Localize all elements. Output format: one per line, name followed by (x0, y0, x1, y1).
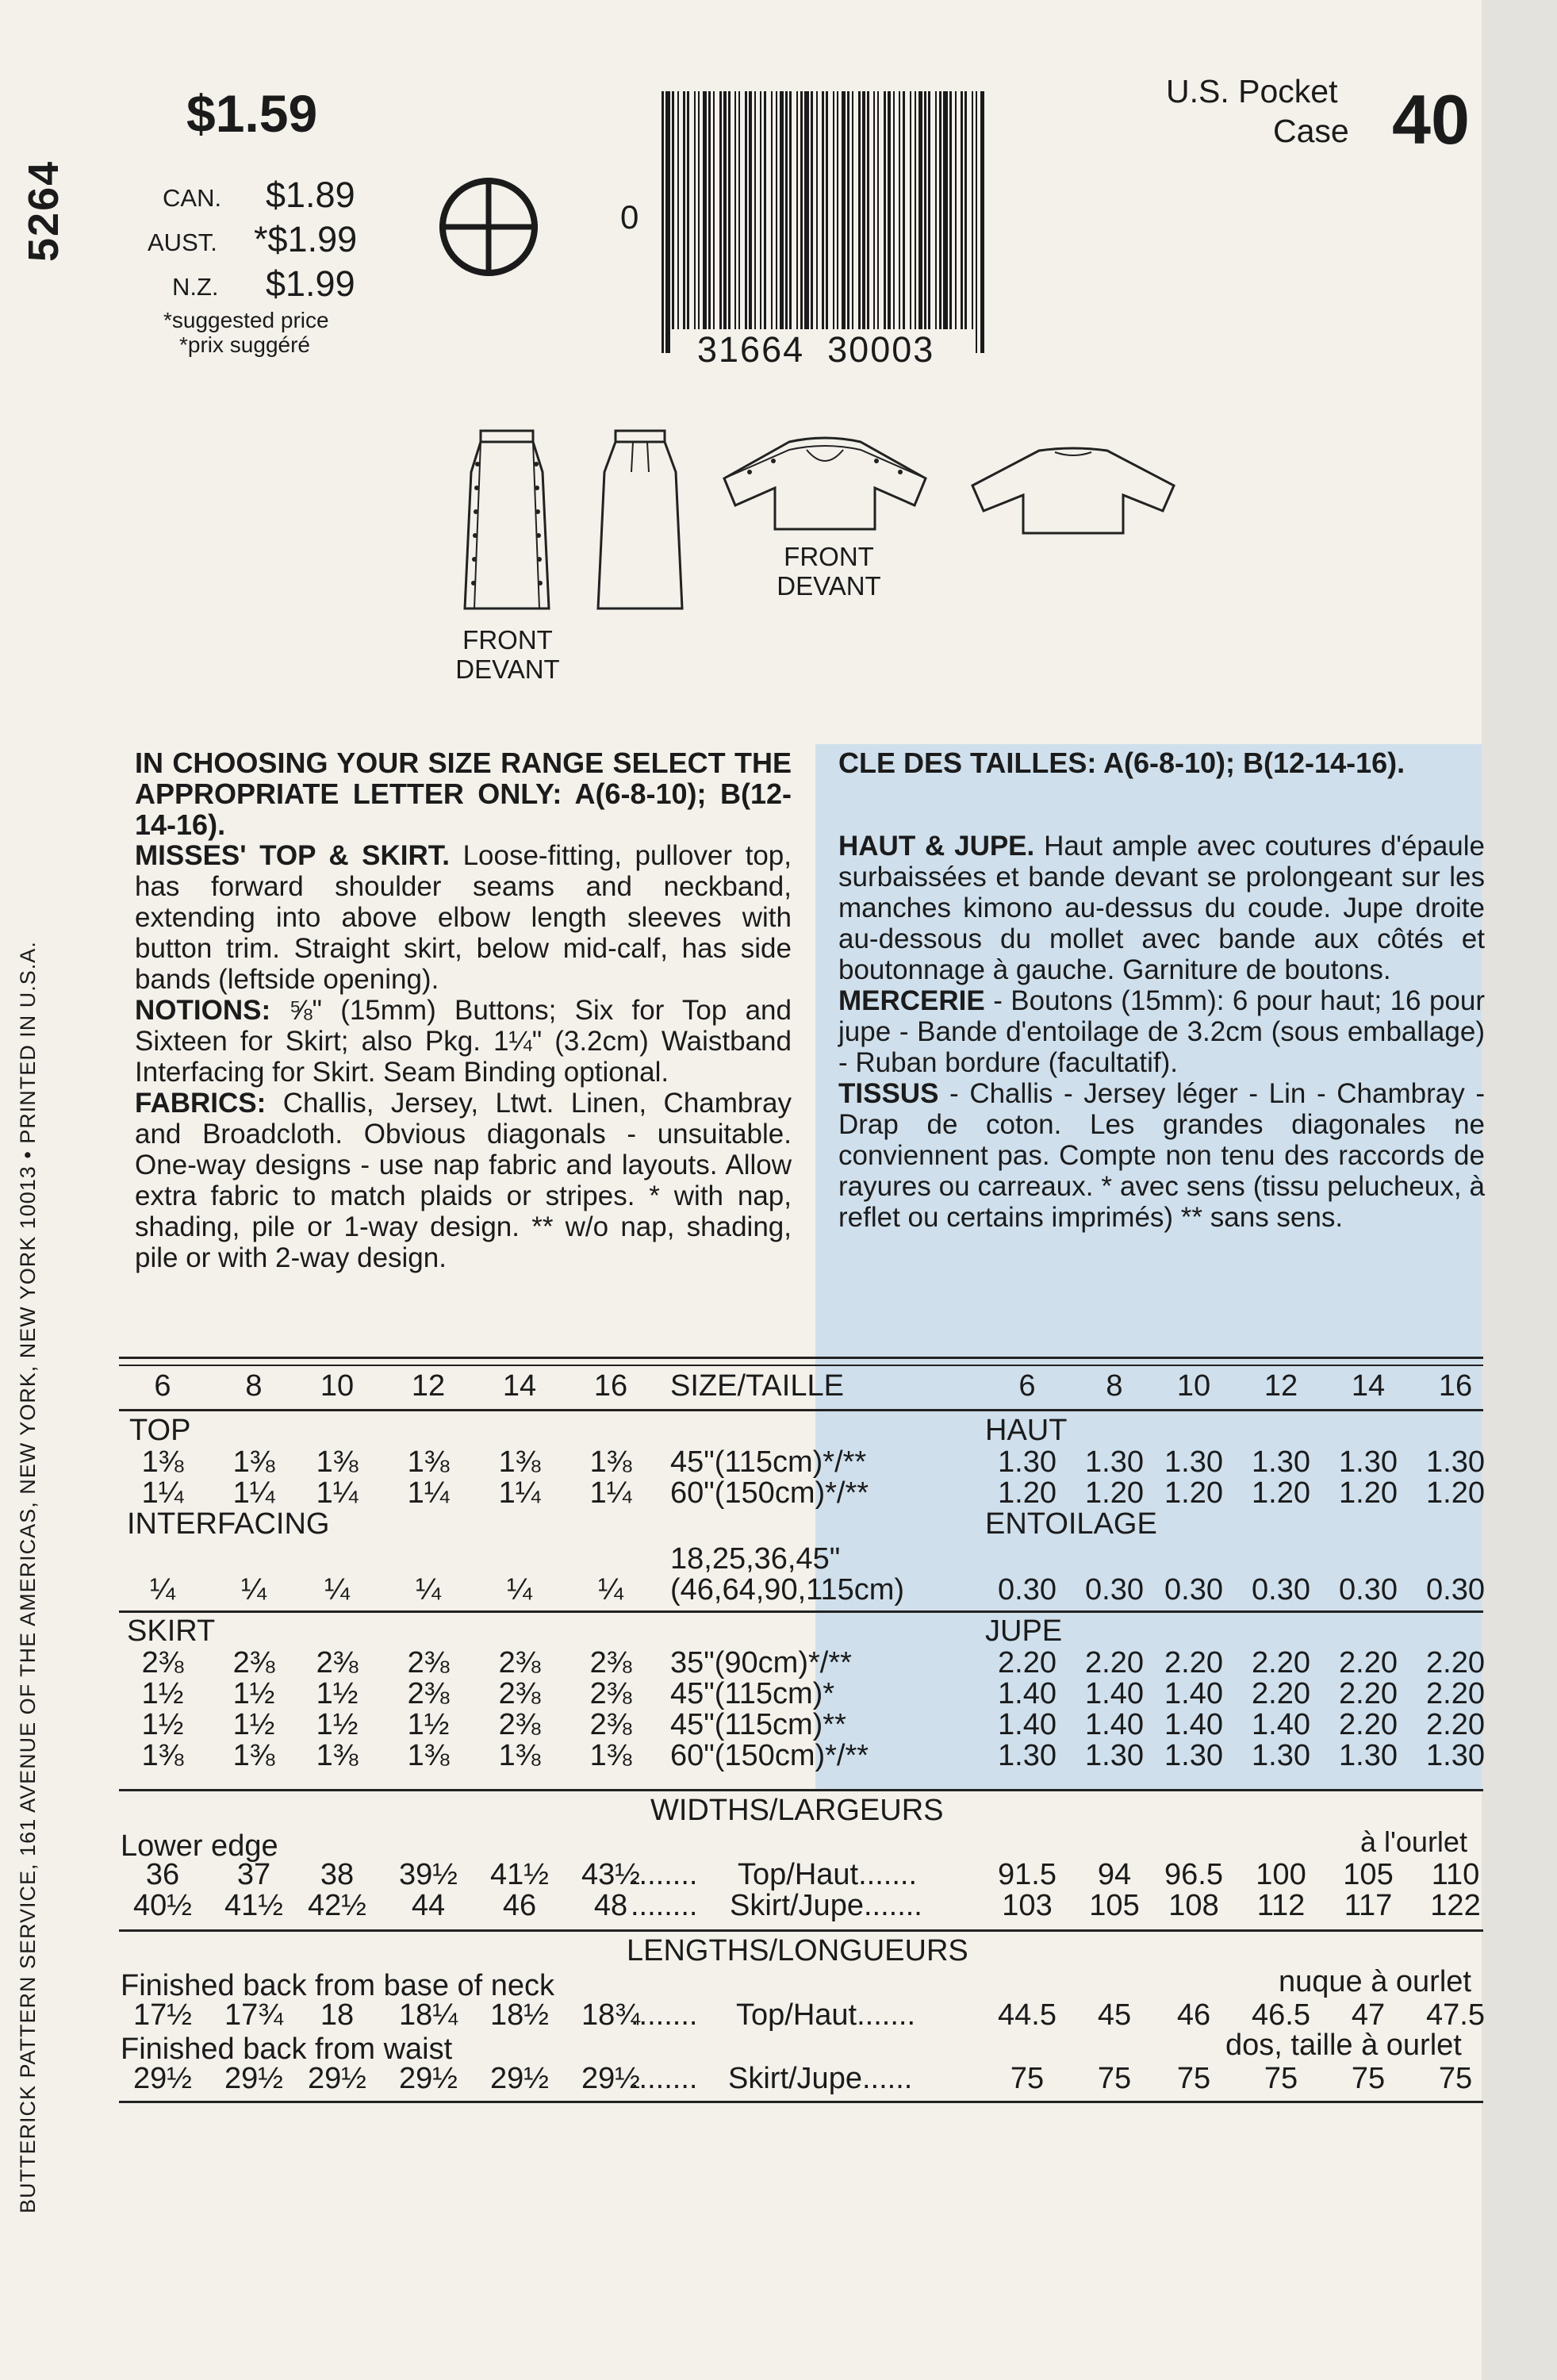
metric-cell: 1.30 (1252, 1739, 1310, 1772)
registration-mark-icon (436, 175, 541, 279)
us-cell: 41½ (224, 1889, 283, 1922)
row-label: Skirt/Jupe...... (728, 2062, 913, 2095)
us-cell: 1¼ (232, 1476, 275, 1510)
skirt-front-drawing (460, 424, 555, 615)
english-fabrics (135, 1088, 792, 1273)
price-aust-label: AUST. (148, 228, 217, 256)
barcode-bar (789, 91, 792, 329)
barcode-bar (955, 91, 957, 329)
barcode-bar (822, 91, 824, 353)
widths-rule (119, 1789, 1483, 1791)
section-label-skirt: SKIRT (127, 1614, 216, 1648)
metric-cell: 1.20 (1339, 1476, 1398, 1510)
barcode-bar (949, 91, 952, 329)
barcode-bar (867, 91, 869, 329)
metric-cell: 2.20 (1339, 1708, 1398, 1741)
barcode-bar (734, 91, 736, 329)
skirt-back-drawing (593, 424, 688, 615)
metric-cell: 1.30 (1085, 1739, 1144, 1772)
price-note-en: *suggested price (163, 308, 329, 332)
metric-cell: 1.30 (1339, 1445, 1398, 1479)
english-notions-title: NOTIONS: (135, 995, 271, 1026)
english-instructions (135, 747, 792, 1273)
barcode-bar (976, 91, 977, 353)
us-cell: 2⅜ (407, 1646, 450, 1679)
us-cell: 18½ (490, 1998, 549, 2032)
us-cell: 42½ (308, 1889, 366, 1922)
widths-en-caption: Lower edge (121, 1829, 278, 1863)
section-label-haut: HAUT (985, 1414, 1068, 1447)
barcode-bar (928, 91, 930, 329)
metric-cell: 103 (1002, 1889, 1053, 1922)
us-cell: 1½ (141, 1677, 184, 1710)
barcode-bar (910, 91, 911, 329)
metric-cell: 94 (1097, 1858, 1132, 1891)
us-cell: 1⅜ (316, 1739, 359, 1772)
price-can-value: $1.89 (266, 175, 355, 215)
table-header-rule (119, 1365, 1483, 1366)
metric-cell: 122 (1430, 1889, 1481, 1922)
us-cell: 1⅜ (589, 1739, 632, 1772)
english-intro: IN CHOOSING YOUR SIZE RANGE SELECT THE APPROPRIATE LETTER ONLY: A(6-8-10); B(12-14-16). (135, 747, 792, 841)
row-label: Skirt/Jupe....... (730, 1889, 922, 1922)
barcode-bar (924, 91, 926, 329)
metric-cell: 112 (1256, 1889, 1306, 1922)
metric-cell: 105 (1343, 1858, 1394, 1891)
us-size-12: 12 (411, 1369, 446, 1403)
lengths-rule (119, 1929, 1483, 1932)
us-size-14: 14 (502, 1369, 537, 1403)
top-back-drawing (966, 444, 1180, 539)
price-note-fr: *prix suggéré (179, 332, 310, 357)
us-cell: 1⅜ (498, 1445, 541, 1479)
us-cell: 1⅜ (141, 1445, 184, 1479)
barcode-bar (903, 91, 905, 329)
price-aust-value: *$1.99 (254, 219, 358, 259)
us-cell: 1¼ (589, 1476, 632, 1510)
metric-cell: 47.5 (1426, 1998, 1485, 2032)
barcode-bar (935, 91, 937, 329)
section-label-entoilage: ENTOILAGE (985, 1507, 1157, 1541)
barcode-bar (723, 91, 727, 329)
publisher-line: BUTTERICK PATTERN SERVICE, 161 AVENUE OF THE AMERICAS, NEW YORK, NEW YORK 10013 • PRINTED IN U.S.A. (16, 941, 40, 2213)
us-cell: 1½ (232, 1708, 275, 1741)
metric-cell: 1.20 (1164, 1476, 1223, 1510)
top-view-label (761, 542, 896, 601)
metric-cell: 1.30 (1252, 1445, 1310, 1479)
us-cell: 1⅜ (589, 1445, 632, 1479)
metric-cell: 44.5 (998, 1998, 1057, 2032)
us-cell: 1⅜ (232, 1445, 275, 1479)
us-cell: ¼ (507, 1573, 532, 1606)
metric-cell: 2.20 (998, 1646, 1057, 1679)
english-description (135, 840, 792, 995)
table-bottom-rule (119, 2101, 1483, 2103)
barcode-bar (980, 91, 984, 353)
barcode-bar (852, 91, 853, 329)
barcode-bar (698, 91, 700, 329)
us-cell: 1½ (316, 1708, 359, 1741)
barcode-bar (708, 91, 711, 329)
metric-cell: 91.5 (998, 1858, 1057, 1891)
barcode-bar (703, 91, 707, 329)
barcode-bar (796, 91, 798, 329)
leader-dots: ........ (631, 2062, 698, 2095)
us-cell: 2⅜ (498, 1677, 541, 1710)
lengths-top-fr-caption: nuque à ourlet (1279, 1965, 1471, 1998)
us-cell: 44 (411, 1889, 446, 1922)
top-label-front: FRONT (784, 542, 874, 571)
us-cell: 1⅜ (407, 1739, 450, 1772)
us-cell: 1⅜ (407, 1445, 450, 1479)
us-cell: 1¼ (407, 1476, 450, 1510)
metric-cell: 75 (1176, 2062, 1211, 2095)
us-cell: 29½ (399, 2062, 458, 2095)
fabric-width: 45"(115cm)* (670, 1677, 835, 1710)
metric-cell: 1.30 (1426, 1739, 1485, 1772)
case-label-line1: U.S. Pocket (1166, 73, 1338, 109)
french-fabrics (838, 1078, 1485, 1233)
us-cell: 18¾ (581, 1998, 640, 2032)
us-cell: 29½ (224, 2062, 283, 2095)
fabric-width: 45"(115cm)** (670, 1708, 846, 1741)
metric-cell: 1.40 (1085, 1708, 1144, 1741)
us-cell: 1⅜ (141, 1739, 184, 1772)
barcode-bar (899, 91, 900, 329)
us-cell: 1⅜ (498, 1739, 541, 1772)
barcode-bar (760, 91, 761, 329)
skirt-rule (119, 1610, 1483, 1613)
fabric-width: (46,64,90,115cm) (670, 1573, 905, 1606)
us-cell: 1¼ (498, 1476, 541, 1510)
barcode-bar (918, 91, 922, 329)
us-cell: 38 (320, 1858, 355, 1891)
price-us: $1.59 (186, 84, 318, 143)
us-cell: 1½ (232, 1677, 275, 1710)
barcode-bar (833, 91, 834, 329)
barcode-bar (780, 91, 784, 329)
metric-cell: 75 (1010, 2062, 1045, 2095)
metric-cell: 0.30 (1339, 1573, 1398, 1606)
metric-cell: 1.30 (998, 1445, 1057, 1479)
metric-cell: 0.30 (998, 1573, 1057, 1606)
fabric-width: 60"(150cm)*/** (670, 1476, 869, 1510)
metric-cell: 1.40 (1164, 1708, 1223, 1741)
barcode-bar (719, 91, 722, 329)
widths-title: WIDTHS/LARGEURS (650, 1794, 944, 1827)
french-notions-text: - Boutons (15mm): 6 pour haut; 16 pour jupe - Bande d'entoilage de 3.2cm (sous emballage) - Ruban bordure (facultatif). (838, 985, 1485, 1078)
metric-cell: 1.40 (1252, 1708, 1310, 1741)
us-cell: 46 (502, 1889, 537, 1922)
barcode-bar (745, 91, 747, 329)
english-description-text: Loose-fitting, pullover top, has forward shoulder seams and neckband, extending into above elbow length sleeves with button trim. Straight skirt, below mid-calf, has side bands (leftside opening). (135, 840, 792, 995)
widths-fr-caption: à l'ourlet (1360, 1825, 1467, 1858)
skirt-label-front: FRONT (462, 625, 553, 654)
us-cell: 36 (145, 1858, 180, 1891)
metric-cell: 2.20 (1426, 1646, 1485, 1679)
french-notions-title: MERCERIE (838, 985, 985, 1016)
metric-cell: 1.30 (998, 1739, 1057, 1772)
barcode (658, 91, 991, 353)
us-size-6: 6 (154, 1369, 171, 1403)
metric-cell: 2.20 (1339, 1677, 1398, 1710)
us-cell: 48 (593, 1889, 628, 1922)
us-cell: 1⅜ (316, 1445, 359, 1479)
metric-cell: 46 (1176, 1998, 1211, 2032)
us-cell: 17½ (133, 1998, 192, 2032)
metric-cell: 0.30 (1085, 1573, 1144, 1606)
metric-size-8: 8 (1106, 1369, 1123, 1403)
case-number: 40 (1392, 80, 1470, 159)
pattern-number: 5264 (20, 159, 67, 262)
metric-size-14: 14 (1351, 1369, 1386, 1403)
french-instructions (838, 747, 1485, 1233)
us-cell: 1¼ (141, 1476, 184, 1510)
us-cell: 39½ (399, 1858, 458, 1891)
english-notions-text: ⅝" (15mm) Buttons; Six for Top and Sixteen for Skirt; also Pkg. 1¼" (3.2cm) Waistband Interfacing for Skirt. Seam Binding optional. (135, 995, 792, 1088)
barcode-bar (776, 91, 777, 329)
metric-cell: 45 (1097, 1998, 1132, 2032)
us-cell: 2⅜ (232, 1646, 275, 1679)
french-notions (838, 985, 1485, 1078)
us-cell: 43½ (581, 1858, 640, 1891)
barcode-bar (771, 91, 773, 329)
metric-size-16: 16 (1438, 1369, 1473, 1403)
us-cell: 18¼ (399, 1998, 458, 2032)
price-list (143, 175, 373, 357)
skirt-label-devant: DEVANT (455, 654, 560, 684)
barcode-bar (764, 91, 766, 329)
metric-cell: 1.30 (1085, 1445, 1144, 1479)
french-fabrics-title: TISSUS (838, 1078, 939, 1109)
metric-cell: 1.40 (1085, 1677, 1144, 1710)
metric-cell: 0.30 (1426, 1573, 1485, 1606)
barcode-bar (816, 91, 818, 353)
metric-cell: 1.30 (1164, 1739, 1223, 1772)
metric-cell: 75 (1264, 2062, 1298, 2095)
barcode-bar (662, 91, 664, 353)
barcode-bar (749, 91, 752, 329)
us-cell: 1⅜ (232, 1739, 275, 1772)
metric-cell: 1.30 (1426, 1445, 1485, 1479)
metric-cell: 108 (1168, 1889, 1219, 1922)
leader-dots: ........ (631, 1858, 698, 1891)
metric-cell: 117 (1344, 1889, 1393, 1922)
metric-cell: 1.20 (1085, 1476, 1144, 1510)
metric-cell: 1.40 (1164, 1677, 1223, 1710)
barcode-bar (754, 91, 756, 329)
metric-cell: 2.20 (1252, 1677, 1310, 1710)
us-cell: 17¾ (224, 1998, 283, 2032)
barcode-bar (939, 91, 941, 329)
metric-cell: 2.20 (1339, 1646, 1398, 1679)
barcode-bar (713, 91, 715, 329)
us-cell: 40½ (133, 1889, 192, 1922)
barcode-bar (862, 91, 865, 329)
top-front-drawing (718, 432, 932, 536)
barcode-bar (964, 91, 967, 329)
us-cell: ¼ (150, 1573, 175, 1606)
us-cell: 29½ (308, 2062, 366, 2095)
english-description-title: MISSES' TOP & SKIRT. (135, 840, 451, 871)
us-cell: 1½ (407, 1708, 450, 1741)
us-cell: 2⅜ (141, 1646, 184, 1679)
price-can-label: CAN. (163, 184, 222, 212)
barcode-bar (972, 91, 973, 329)
barcode-bar (858, 91, 861, 329)
metric-cell: 1.20 (1426, 1476, 1485, 1510)
case-label-line2: Case (1273, 113, 1349, 149)
metric-cell: 1.30 (1339, 1739, 1398, 1772)
us-cell: 18 (320, 1998, 355, 2032)
metric-cell: 1.20 (1252, 1476, 1310, 1510)
barcode-bar (665, 91, 670, 353)
section-label-jupe: JUPE (985, 1614, 1063, 1648)
barcode-bar (847, 91, 849, 329)
row-label: Top/Haut....... (736, 1998, 915, 2032)
us-cell: ¼ (241, 1573, 267, 1606)
top-label-devant: DEVANT (777, 571, 881, 601)
barcode-bar (877, 91, 879, 329)
lengths-skirt-fr-caption: dos, taille à ourlet (1225, 2029, 1462, 2062)
price-nz-value: $1.99 (266, 263, 355, 304)
metric-size-6: 6 (1018, 1369, 1036, 1403)
section-label-interfacing: INTERFACING (127, 1507, 330, 1541)
metric-cell: 100 (1256, 1858, 1306, 1891)
metric-cell: 75 (1351, 2062, 1386, 2095)
us-size-8: 8 (245, 1369, 263, 1403)
barcode-bar (888, 91, 891, 329)
us-cell: 2⅜ (589, 1708, 632, 1741)
us-cell: 37 (236, 1858, 271, 1891)
metric-cell: 75 (1438, 2062, 1473, 2095)
barcode-bar (873, 91, 875, 329)
us-size-10: 10 (320, 1369, 355, 1403)
metric-cell: 2.20 (1426, 1677, 1485, 1710)
barcode-bar (785, 91, 788, 329)
us-cell: 2⅜ (589, 1646, 632, 1679)
barcode-bar (884, 91, 886, 329)
table-subheader-rule (119, 1409, 1483, 1411)
barcode-number: 31664 30003 (694, 329, 938, 370)
barcode-bar (943, 91, 948, 329)
size-label: SIZE/TAILLE (670, 1369, 844, 1403)
us-cell: 29½ (581, 2062, 640, 2095)
metric-size-12: 12 (1264, 1369, 1298, 1403)
barcode-bar (915, 91, 916, 329)
metric-cell: 2.20 (1252, 1646, 1310, 1679)
us-cell: 1½ (316, 1677, 359, 1710)
barcode-bar (811, 91, 813, 329)
barcode-bar (738, 91, 740, 329)
lengths-top-en-caption: Finished back from base of neck (121, 1969, 555, 2002)
french-description-text: Haut ample avec coutures d'épaule surbaissées et bande devant se prolongeant sur les manches kimono au-dessus du coude. Jupe droite au-dessous du mollet avec bande aux côtés et boutonnage à gauche. Garniture de boutons. (838, 831, 1485, 985)
row-label: Top/Haut....... (738, 1858, 917, 1891)
barcode-bar (800, 91, 803, 329)
leader-dots: ........ (631, 1889, 698, 1922)
english-fabrics-text: Challis, Jersey, Ltwt. Linen, Chambray and Broadcloth. Obvious diagonals - unsuitable. One-way designs - use nap fabric and layouts. Allow extra fabric to match plaids or stripes. * with nap, shading, pile or 1-way design. ** w/o nap, shading, pile or with 2-way design. (135, 1088, 792, 1273)
barcode-bar (694, 91, 696, 329)
lengths-skirt-en-caption: Finished back from waist (121, 2033, 453, 2066)
barcode-bar (893, 91, 895, 329)
table-top-rule (119, 1357, 1483, 1359)
metric-cell: 0.30 (1164, 1573, 1223, 1606)
fabric-width: 45"(115cm)*/** (670, 1445, 867, 1479)
us-size-16: 16 (593, 1369, 628, 1403)
us-cell: ¼ (598, 1573, 623, 1606)
us-cell: ¼ (324, 1573, 350, 1606)
skirt-view-label (440, 625, 575, 684)
section-label-top: TOP (129, 1414, 191, 1447)
metric-cell: 2.20 (1426, 1708, 1485, 1741)
metric-cell: 1.20 (998, 1476, 1057, 1510)
us-cell: ¼ (416, 1573, 441, 1606)
fabric-width: 18,25,36,45" (670, 1542, 841, 1576)
metric-cell: 110 (1431, 1858, 1480, 1891)
metric-cell: 1.40 (998, 1708, 1057, 1741)
french-description (838, 831, 1485, 985)
barcode-bar (842, 91, 846, 329)
french-intro: CLE DES TAILLES: A(6-8-10); B(12-14-16). (838, 747, 1406, 779)
metric-cell: 1.40 (998, 1677, 1057, 1710)
metric-cell: 105 (1089, 1889, 1140, 1922)
metric-cell: 2.20 (1085, 1646, 1144, 1679)
barcode-bar (672, 91, 674, 329)
metric-size-10: 10 (1176, 1369, 1211, 1403)
lengths-title: LENGTHS/LONGUEURS (627, 1934, 968, 1967)
barcode-bar (677, 91, 679, 329)
metric-cell: 96.5 (1164, 1858, 1223, 1891)
us-cell: 41½ (490, 1858, 549, 1891)
metric-cell: 2.20 (1164, 1646, 1223, 1679)
barcode-bar (837, 91, 838, 329)
us-cell: 1½ (141, 1708, 184, 1741)
barcode-bar (728, 91, 731, 329)
envelope-flap-edge (1482, 0, 1557, 2380)
leader-dots: ........ (631, 1998, 698, 2032)
us-cell: 2⅜ (316, 1646, 359, 1679)
barcode-bar (683, 91, 685, 329)
us-cell: 1¼ (316, 1476, 359, 1510)
english-fabrics-title: FABRICS: (135, 1088, 267, 1119)
barcode-bar (961, 91, 963, 329)
us-cell: 2⅜ (407, 1677, 450, 1710)
fabric-width: 35"(90cm)*/** (670, 1646, 852, 1679)
french-description-title: HAUT & JUPE. (838, 831, 1035, 862)
us-cell: 29½ (490, 2062, 549, 2095)
barcode-bar (826, 91, 828, 353)
metric-cell: 46.5 (1252, 1998, 1310, 2032)
us-cell: 2⅜ (589, 1677, 632, 1710)
english-notions (135, 995, 792, 1088)
barcode-bar (687, 91, 689, 329)
us-cell: 2⅜ (498, 1646, 541, 1679)
metric-cell: 47 (1351, 1998, 1386, 2032)
metric-cell: 75 (1097, 2062, 1132, 2095)
fabric-width: 60"(150cm)*/** (670, 1739, 869, 1772)
us-cell: 29½ (133, 2062, 192, 2095)
us-cell: 2⅜ (498, 1708, 541, 1741)
barcode-bar (804, 91, 809, 329)
french-fabrics-text: - Challis - Jersey léger - Lin - Chambray - Drap de coton. Les grandes diagonales ne conviennent pas. Compte non tenu des raccords de rayures ou carreaux. * avec sens (tissu pelucheux, à reflet ou certains imprimés) ** sans sens. (838, 1078, 1485, 1233)
metric-cell: 1.30 (1164, 1445, 1223, 1479)
price-nz-label: N.Z. (172, 273, 219, 301)
metric-cell: 0.30 (1252, 1573, 1310, 1606)
barcode-prefix: 0 (620, 198, 639, 236)
